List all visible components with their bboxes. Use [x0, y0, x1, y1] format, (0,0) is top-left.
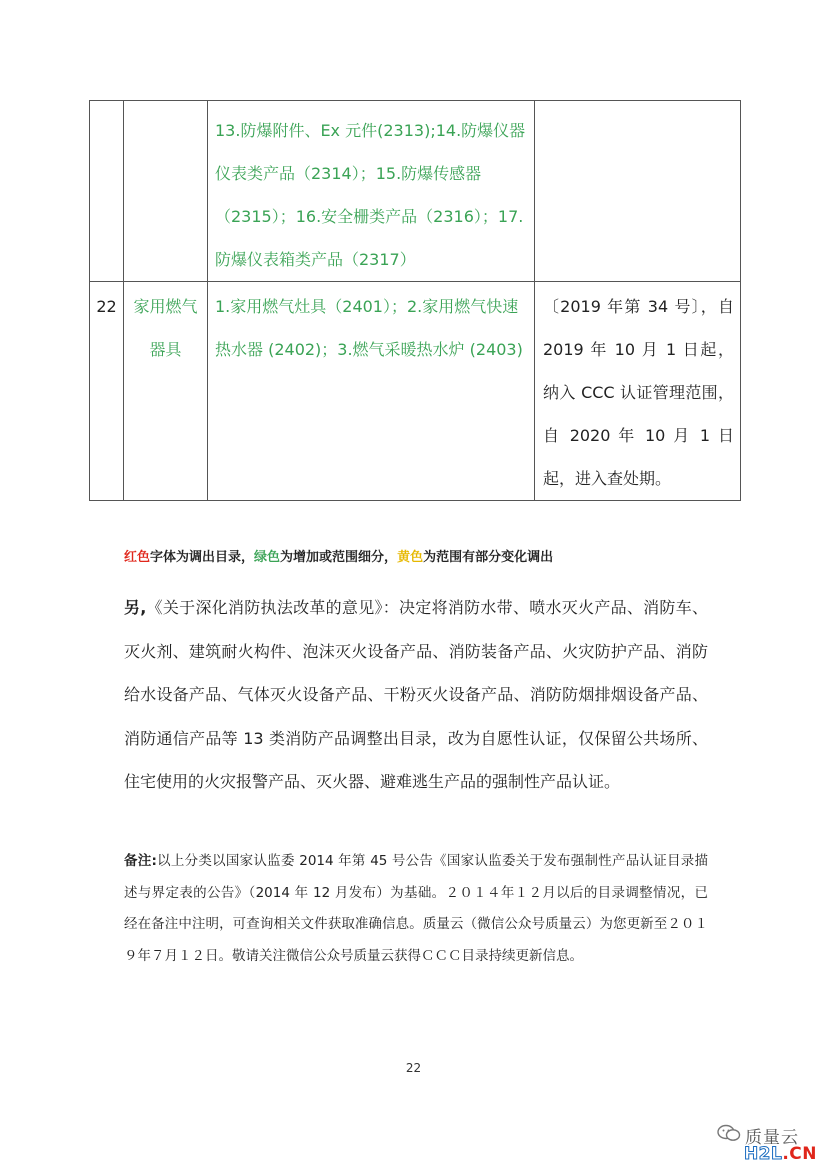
color-legend [124, 546, 553, 565]
site-main: H2L [743, 1144, 783, 1164]
legend-yellow-word: 黄色 [397, 550, 424, 565]
table-row [90, 101, 741, 282]
remark-text: 〔2019 年第 34 号〕，自 2019 年 10 月 1 日起，纳入 CCC 认证管理范围，自 2020 年 10 月 1 日起，进入查处期。 [543, 297, 734, 488]
legend-red-desc: 字体为调出目录， [150, 550, 255, 565]
table-cell-products [208, 101, 535, 282]
row-number: 22 [96, 297, 117, 316]
products-text: 1.家用燃气灶具（2401）；2.家用燃气快速热水器 (2402)；3.燃气采暖热水炉 (2403) [215, 297, 523, 359]
product-catalog-table [89, 100, 741, 501]
table-cell-remark [535, 282, 741, 501]
legend-red-word: 红色 [124, 550, 151, 565]
legend-yellow-desc: 为范围有部分变化调出 [423, 550, 554, 565]
legend-green-desc: 为增加或范围细分， [280, 550, 398, 565]
note-body: 以上分类以国家认监委 2014 年第 45 号公告《国家认监委关于发布强制性产品认证目录描述与界定表的公告》（2014 年 12 月发布）为基础。２０１４年１２月以后的目录调整情况，已经在备注中注明，可查询相关文件获取准确信息。质量云（微信公众号质量云）为您更新至２０１９年７月１２日。敬请关注微信公众号质量云获得ＣＣＣ目录持续更新信息。 [124, 853, 708, 964]
page-number: 22 [405, 1061, 422, 1075]
fire-reform-paragraph [124, 586, 708, 804]
paragraph-body: 《关于深化消防执法改革的意见》：决定将消防水带、喷水灭火产品、消防车、灭火剂、建筑耐火构件、泡沫灭火设备产品、消防装备产品、火灾防护产品、消防给水设备产品、气体灭火设备产品、干粉灭火设备产品、消防防烟排烟设备产品、消防通信产品等 13 类消防产品调整出目录，改为自愿性认证，仅保留公共场所、住宅使用的火灾报警产品、灭火器、避难逃生产品的强制性产品认证。 [124, 598, 708, 791]
site-tld: .CN [782, 1144, 817, 1164]
table-row [90, 282, 741, 501]
legend-green-word: 绿色 [254, 550, 281, 565]
table-cell-category [124, 101, 208, 282]
table-cell-products [208, 282, 535, 501]
watermark-brand: 质量云 [745, 1128, 799, 1148]
wechat-icon [717, 1124, 741, 1142]
site-watermark [744, 1144, 817, 1164]
table-cell-remark [535, 101, 741, 282]
table-cell-number [90, 101, 124, 282]
remark-note [124, 846, 708, 972]
table-cell-number [90, 282, 124, 501]
note-label: 备注: [124, 853, 157, 869]
paragraph-lead: 另, [124, 598, 147, 617]
category-name: 家用燃气器具 [133, 297, 198, 359]
table-cell-category [124, 282, 208, 501]
products-text: 13.防爆附件、Ex 元件(2313);14.防爆仪器仪表类产品（2314）；15.防爆传感器（2315）；16.安全栅类产品（2316）；17.防爆仪表箱类产品（2317） [215, 121, 526, 269]
